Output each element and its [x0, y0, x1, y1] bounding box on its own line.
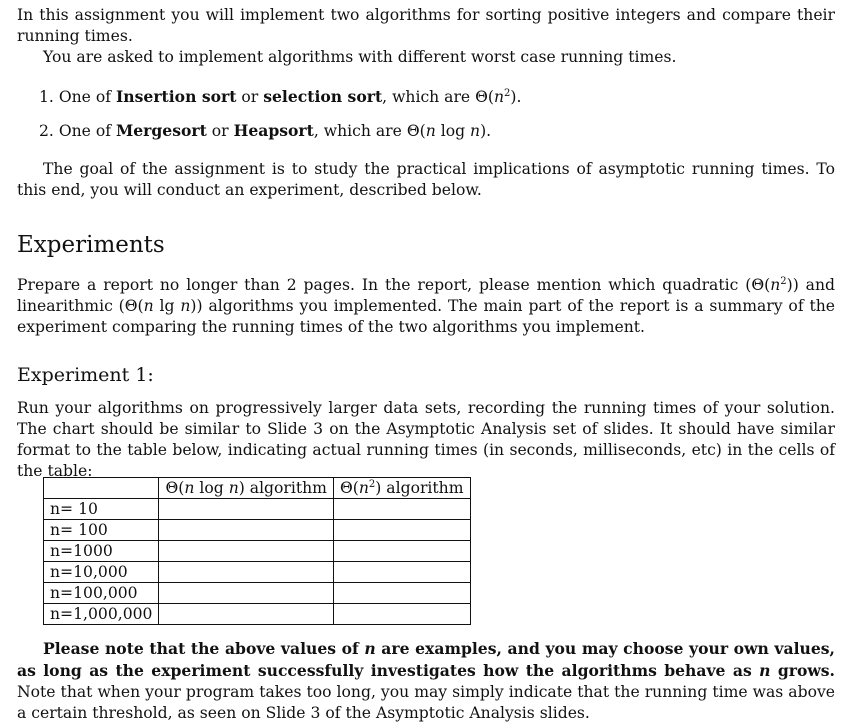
row-label: n=100,000	[44, 583, 159, 604]
list-bold: selection sort	[263, 87, 383, 106]
math-var: n	[180, 297, 191, 315]
cell-nlogn	[159, 499, 333, 520]
header-text: Θ(	[165, 479, 185, 497]
header-text: Θ(	[339, 479, 359, 497]
list-text: or	[206, 122, 234, 140]
list-text: ).	[510, 88, 522, 106]
math-sup: 2	[368, 479, 376, 490]
note-bold: are examples, and you may choose your own values, as long as the experiment successfully investigates how the algorithms behave as	[17, 639, 835, 680]
cell-nlogn	[159, 520, 333, 541]
header-text: ) algorithm	[238, 479, 327, 497]
list-bold: Mergesort	[116, 121, 207, 140]
para-text: )) algorithms you implemented. The main part of the report is a summary of the experiment comparing the running times of the two algorithms you implement.	[17, 297, 835, 336]
list-number: 1.	[39, 88, 54, 106]
list-bold: Insertion sort	[116, 87, 237, 106]
row-label: n= 100	[44, 520, 159, 541]
row-label: n= 10	[44, 499, 159, 520]
intro-text: In this assignment you will implement two algorithms for sorting positive integers and compare their running times.	[17, 6, 835, 45]
cell-nlogn	[159, 562, 333, 583]
math-var: n	[358, 479, 369, 497]
intro-paragraph	[17, 5, 835, 47]
math-sup: 2	[780, 276, 787, 287]
list-text: , which are Θ(	[313, 122, 426, 140]
row-label: n=1,000,000	[44, 604, 159, 625]
cell-n2	[333, 604, 470, 625]
table-header-nlogn	[159, 478, 333, 499]
list-text: , which are Θ(	[382, 88, 494, 106]
list-text: One of	[58, 88, 116, 106]
math-var: n	[759, 661, 771, 680]
table-row	[44, 583, 471, 604]
math-sup: 2	[504, 88, 511, 99]
cell-n2	[333, 583, 470, 604]
experiment1-text: Run your algorithms on progressively larger data sets, recording the running times of your solution. The chart should be similar to Slide 3 on the Asymptotic Analysis set of slides. It should have similar format to the table below, indicating actual running times (in seconds, milliseconds, etc) in the cells of the table:	[17, 399, 835, 480]
cell-n2	[333, 562, 470, 583]
math-log: log	[435, 122, 471, 140]
math-var: n	[470, 122, 481, 140]
list-bold: Heapsort	[233, 121, 314, 140]
math-var: n	[770, 276, 781, 294]
running-times-table	[43, 477, 471, 625]
row-label: n=10,000	[44, 562, 159, 583]
experiment1-heading: Experiment 1:	[17, 364, 154, 386]
header-text: ) algorithm	[375, 479, 464, 497]
experiments-paragraph	[17, 275, 835, 338]
list-text: ).	[480, 122, 492, 140]
experiments-heading: Experiments	[17, 232, 165, 258]
cell-nlogn	[159, 541, 333, 562]
note-bold: Please note that the above values of	[43, 639, 365, 658]
para-text: Prepare a report no longer than 2 pages. In the report, please mention which quadratic (Θ(	[17, 276, 771, 294]
note-bold: grows.	[770, 661, 835, 680]
table-row	[44, 562, 471, 583]
experiment1-paragraph	[17, 398, 835, 482]
table-header-row	[44, 478, 471, 499]
table-row	[44, 541, 471, 562]
table-row	[44, 499, 471, 520]
math-var: n	[425, 122, 436, 140]
intro-text-2: You are asked to implement algorithms with different worst case running times.	[43, 48, 677, 66]
table-header-n2	[333, 478, 470, 499]
table-header-empty	[44, 478, 159, 499]
row-label: n=1000	[44, 541, 159, 562]
cell-n2	[333, 499, 470, 520]
list-item	[39, 120, 491, 142]
cell-n2	[333, 520, 470, 541]
math-log: log	[194, 479, 229, 497]
intro-second-line	[17, 47, 835, 68]
math-var: n	[494, 88, 505, 106]
table-row	[44, 520, 471, 541]
table-row	[44, 604, 471, 625]
para-text: )) and linearithmic (Θ(	[17, 276, 835, 315]
note-paragraph	[17, 638, 835, 724]
math-lg: lg	[153, 297, 181, 315]
list-text: One of	[58, 122, 116, 140]
list-item	[39, 86, 521, 108]
list-text: or	[236, 88, 264, 106]
math-var: n	[228, 479, 239, 497]
math-var: n	[364, 639, 376, 658]
note-text: Note that when your program takes too long, you may simply indicate that the running time was above a certain threshold, as seen on Slide 3 of the Asymptotic Analysis slides.	[17, 683, 835, 722]
list-number: 2.	[39, 122, 54, 140]
cell-n2	[333, 541, 470, 562]
math-var: n	[143, 297, 154, 315]
goal-paragraph	[17, 159, 835, 201]
cell-nlogn	[159, 604, 333, 625]
math-var: n	[184, 479, 195, 497]
goal-text: The goal of the assignment is to study the practical implications of asymptotic running times. To this end, you will conduct an experiment, described below.	[17, 160, 835, 199]
cell-nlogn	[159, 583, 333, 604]
